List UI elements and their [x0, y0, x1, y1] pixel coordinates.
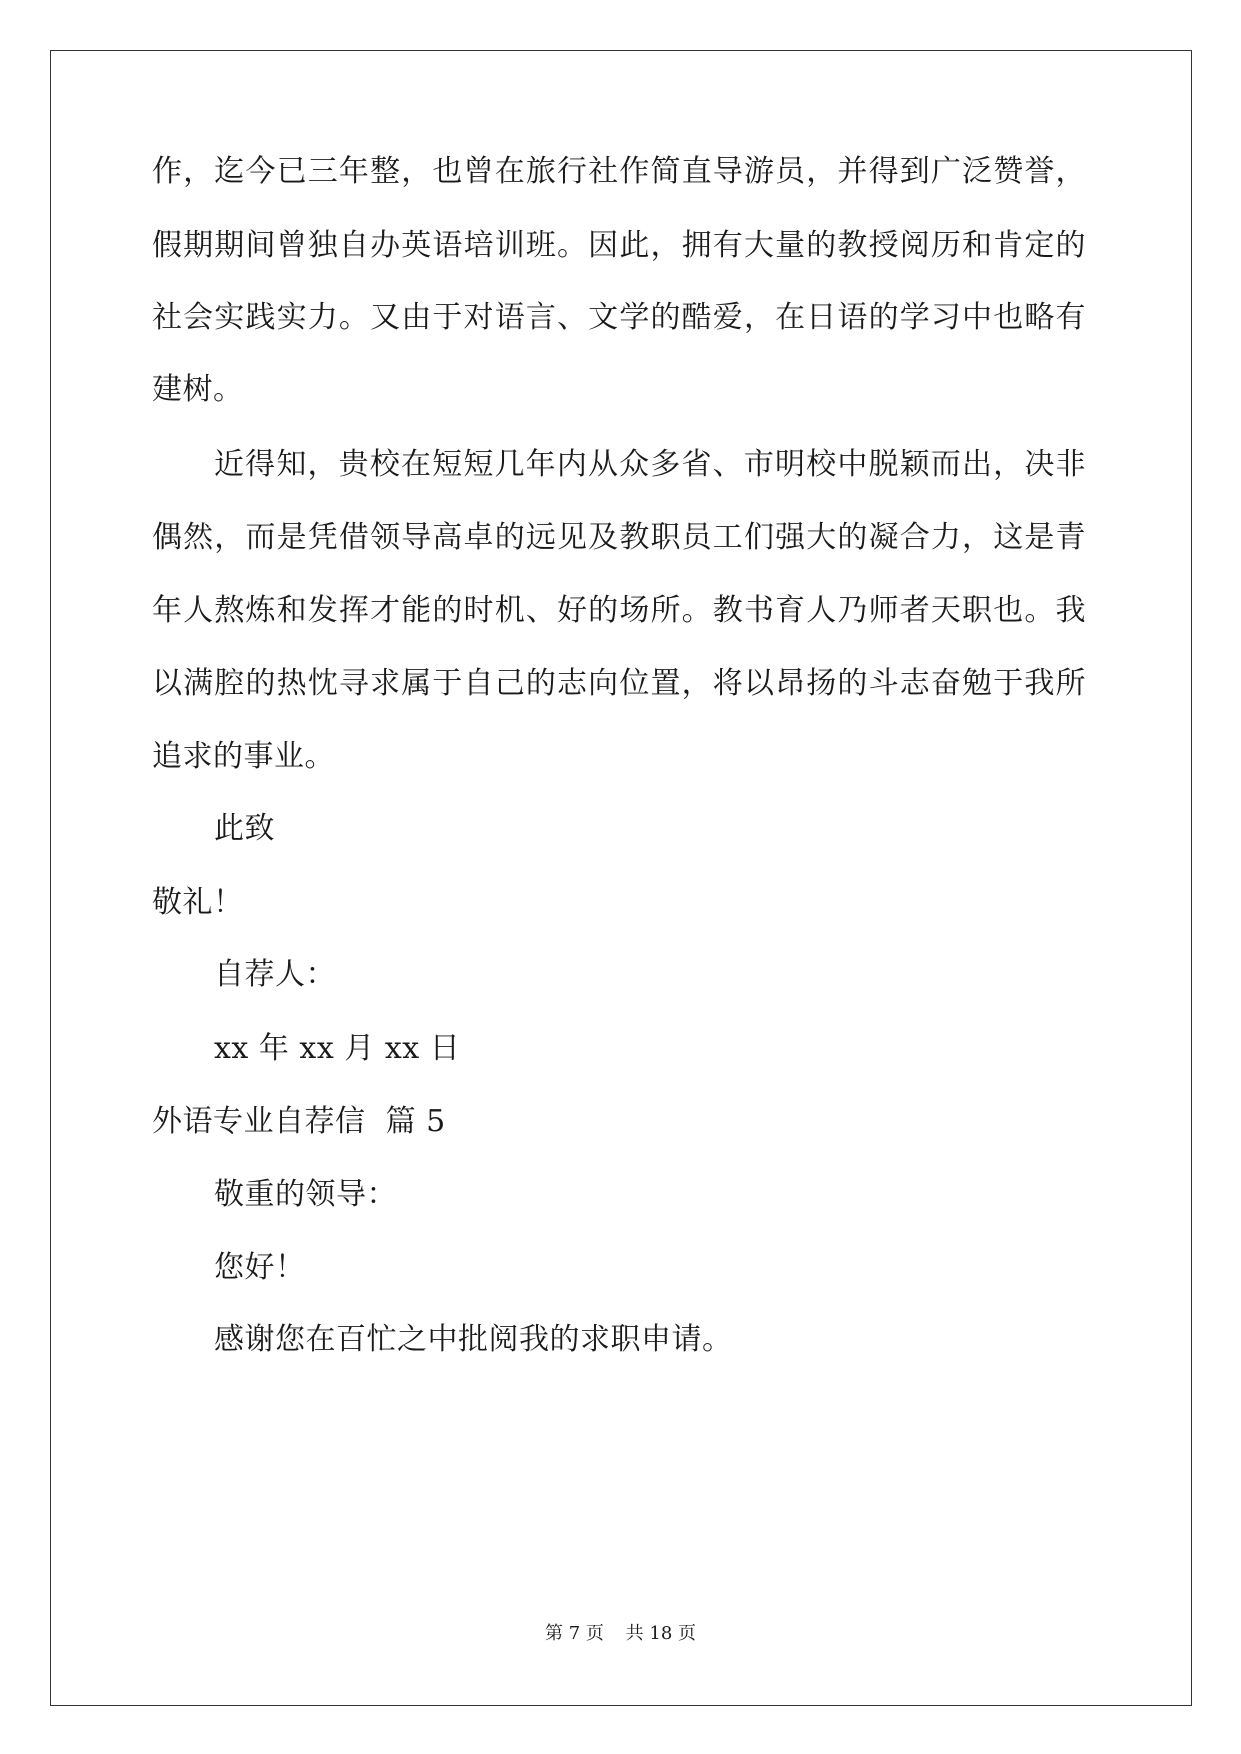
body-line: 偶然，而是凭借领导高卓的远见及教职员工们强大的凝合力，这是青: [152, 520, 1086, 555]
section-heading: 外语专业自荐信 篇 5: [152, 1104, 446, 1139]
body-line: 作，迄今已三年整，也曾在旅行社作简直导游员，并得到广泛赞誉，: [152, 154, 1086, 189]
date-line: xx 年 xx 月 xx 日: [214, 1031, 461, 1066]
greeting: 敬重的领导：: [214, 1177, 397, 1212]
signature-label: 自荐人：: [214, 957, 336, 992]
body-line: 社会实践实力。又由于对语言、文学的酷爱，在日语的学习中也略有: [152, 300, 1086, 335]
closing-respect: 敬礼！: [152, 885, 244, 920]
page-total: 共 18 页: [625, 1623, 696, 1644]
body-line: 年人熬炼和发挥才能的时机、好的场所。教书育人乃师者天职也。我: [152, 593, 1086, 628]
closing-salutation: 此致: [214, 811, 275, 846]
body-line: 假期期间曾独自办英语培训班。因此，拥有大量的教授阅历和肯定的: [152, 228, 1086, 263]
greeting-hello: 您好！: [214, 1250, 306, 1285]
body-line: 近得知，贵校在短短几年内从众多省、市明校中脱颖而出，决非: [214, 447, 1086, 482]
page-footer: [0, 1622, 1241, 1646]
body-line: 以满腔的热忱寻求属于自己的志向位置，将以昂扬的斗志奋勉于我所: [152, 666, 1086, 701]
body-line: 感谢您在百忙之中批阅我的求职申请。: [214, 1322, 733, 1357]
body-line: 建树。: [152, 372, 244, 407]
body-line: 追求的事业。: [152, 739, 335, 774]
page-current: 第 7 页: [545, 1623, 604, 1644]
